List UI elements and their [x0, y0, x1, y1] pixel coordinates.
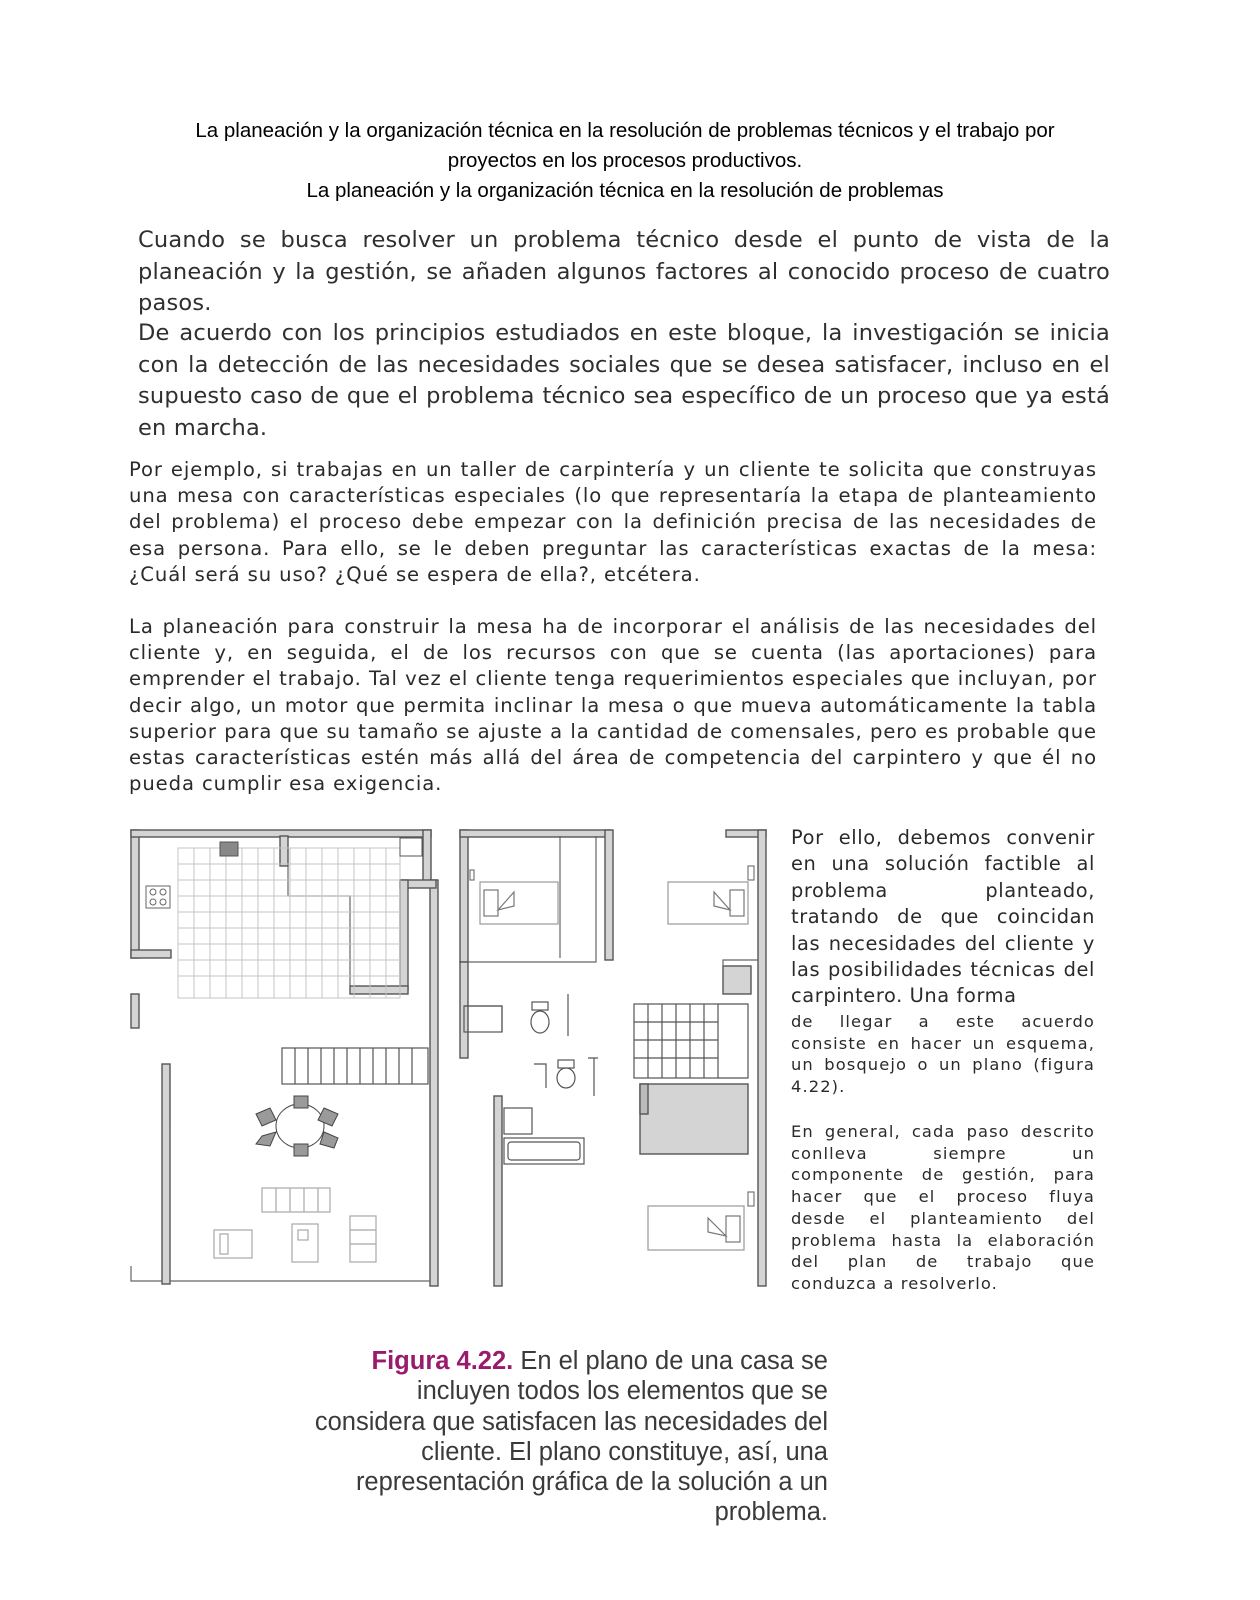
cooktop-icon: [146, 886, 170, 908]
sink-icon: [400, 838, 422, 856]
paragraph-intro: Cuando se busca resolver un problema técnico desde el punto de vista de la planeación y la gestión, se añaden algunos factores al conocido proceso de cuatro pasos.: [138, 227, 1110, 316]
paragraph-planning: La planeación para construir la mesa ha de incorporar el análisis de las necesidades del cliente y, en seguida, el de los recursos con que se cuenta (las aportaciones) para emprender el trabajo. Tal vez el cliente tenga requerimientos especiales que incluyan, por decir algo, un motor que permita inclinar la mesa o que mueva automáticamente la tabla superior para que su tamaño se ajuste a la cantidad de comensales, pero es probable que estas características estén más allá del área de competencia del carpintero y que él no pueda cumplir esa exigencia.: [129, 615, 1097, 796]
wall: [460, 830, 610, 837]
figure-label: Figura 4.22.: [371, 1347, 514, 1375]
header-line-2: proyectos en los procesos productivos.: [447, 149, 803, 172]
wall: [350, 986, 408, 994]
wall: [758, 830, 766, 1286]
sidebar-paragraph-management: En general, cada paso descrito conlleva siempre un componente de gestión, para hacer que el proceso fluya desde el planteamiento del problema hasta la elaboración del plan de trabajo que conduzca a resolverlo.: [791, 1122, 1095, 1293]
wall: [605, 830, 613, 960]
living-room-furniture: [214, 1188, 376, 1262]
wall: [280, 836, 288, 866]
stairs-right: [634, 1004, 748, 1078]
wall: [494, 1096, 502, 1286]
header-line-3: La planeación y la organización técnica en la resolución de problemas: [306, 179, 944, 202]
stove-icon: [220, 842, 238, 856]
header-line-1: La planeación y la organización técnica en la resolución de problemas técnicos y el trabajo por: [195, 119, 1055, 142]
paragraph-principles: De acuerdo con los principios estudiados en este bloque, la investigación se inicia con la detección de las necesidades sociales que se desea satisfacer, incluso en el supuesto caso de que el problema técnico sea específico de un proceso que ya está en marcha.: [138, 320, 1110, 441]
wall: [723, 966, 751, 994]
bathroom-fixtures: [464, 994, 598, 1164]
wall: [131, 994, 139, 1028]
stairs-left: [282, 1048, 428, 1084]
figure-caption-text: En el plano de una casa se incluyen todos los elementos que se considera que satisfacen las necesidades del cliente. El plano constituye, así, una representación gráfica de la solución a un problema.: [314, 1347, 828, 1527]
page-header: [120, 116, 1130, 206]
house-floor-plan: [128, 826, 773, 1291]
kitchen-tiles: [178, 848, 400, 998]
wall: [460, 830, 468, 962]
wall: [131, 950, 171, 958]
wall: [162, 1064, 170, 1284]
sidebar-paragraph-solution: Por ello, debemos convenir en una solución factible al problema planteado, tratando de que coincidan las necesidades del cliente y las posibilidades técnicas del carpintero. Una forma: [791, 826, 1095, 1008]
wall: [640, 1084, 648, 1114]
sidebar-paragraph-agreement: de llegar a este acuerdo consiste en hacer un esquema, un bosquejo o un plano (figura 4.22).: [791, 1012, 1095, 1097]
wall: [423, 830, 431, 886]
dining-table-icon: [256, 1096, 338, 1156]
wall: [400, 880, 408, 990]
figure-caption: [300, 1346, 828, 1528]
wall: [640, 1084, 748, 1154]
paragraph-example: Por ejemplo, si trabajas en un taller de carpintería y un cliente te solicita que construyas una mesa con características especiales (lo que representaría la etapa de planteamiento del problema) el proceso debe empezar con la definición precisa de las necesidades de esa persona. Para ello, se le deben preguntar las características exactas de la mesa: ¿Cuál será su uso? ¿Qué se espera de ella?, etcétera.: [129, 458, 1097, 586]
wall: [131, 830, 139, 958]
wall: [430, 880, 438, 1286]
